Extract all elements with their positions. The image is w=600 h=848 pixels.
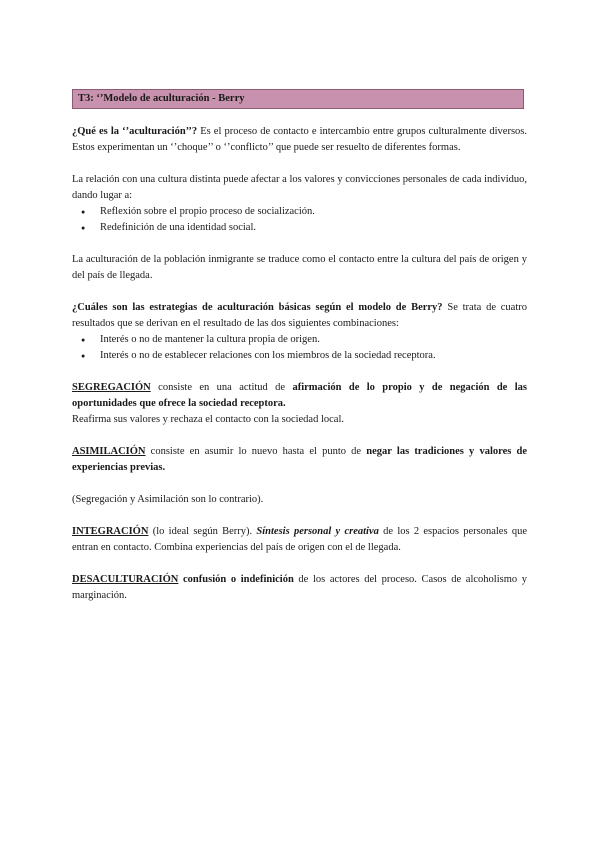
paragraph-strategies [72,300,527,332]
relation-list [72,204,527,236]
paragraph-relation: La relación con una cultura distinta puede afectar a los valores y convicciones personales de cada individuo, dando lugar a: [72,174,527,201]
question-strategies: ¿Cuáles son las estrategias de aculturación básicas según el modelo de Berry? [72,302,443,313]
list-item: ● Interés o no de mantener la cultura propia de origen. [100,332,527,348]
asimilacion-bold: negar las tradiciones y valores de experiencias previas. [72,446,528,473]
segregacion-bold: afirmación de lo propio y de negación de las oportunidades que ofrece la sociedad receptora. [72,382,527,409]
term-desaculturacion: DESACULTURACIÓN [72,574,179,585]
segregacion-text: consiste en una actitud de [150,382,293,393]
asimilacion-text: consiste en asumir lo nuevo hasta el punto de [145,446,367,457]
answer-strategies: Se trata de cuatro resultados que se derivan en el resultado de las dos siguientes combinaciones: [72,302,528,329]
paragraph-acculturation-immigrant: La aculturación de la población inmigrante se traduce como el contacto entre la cultura del país de origen y del país de llegada. [72,254,527,281]
paragraph-segregacion [72,380,527,412]
integracion-text-2: de los 2 espacios personales que entran en contacto. Combina experiencias del país de origen con el de llegada. [72,526,527,553]
paragraph-asimilacion [72,444,527,476]
answer-aculturacion: Es el proceso de contacto e intercambio entre grupos culturalmente diversos. Estos experimentan un ‘’choque’’ o ‘’conflicto’’ que puede ser resuelto de diferentes formas. [72,126,527,153]
section-title: T3: ‘’Modelo de aculturación - Berry [72,89,524,109]
paragraph-desaculturacion [72,572,527,604]
question-aculturacion: ¿Qué es la ‘’aculturación’’? [72,126,198,137]
strategies-list [72,332,527,364]
document-body [72,124,527,604]
list-item: ● Reflexión sobre el propio proceso de socialización. [100,204,527,220]
paragraph-note: (Segregación y Asimilación son lo contrario). [72,494,264,505]
paragraph-segregacion-2: Reafirma sus valores y rechaza el contacto con la sociedad local. [72,414,345,425]
term-integracion: INTEGRACIÓN [72,526,149,537]
term-segregacion: SEGREGACIÓN [72,382,151,393]
integracion-bold: Síntesis personal y creativa [256,526,379,537]
list-item: ● Interés o no de establecer relaciones con los miembros de la sociedad receptora. [100,348,527,364]
integracion-text: (lo ideal según Berry). [148,526,257,537]
desaculturacion-bold: confusión o indefinición [178,574,294,585]
list-item: ● Redefinición de una identidad social. [100,220,527,236]
paragraph-aculturacion-definition [72,124,527,156]
paragraph-integracion [72,524,527,556]
term-asimilacion: ASIMILACIÓN [72,446,146,457]
desaculturacion-text: de los actores del proceso. Casos de alcoholismo y marginación. [72,574,527,601]
